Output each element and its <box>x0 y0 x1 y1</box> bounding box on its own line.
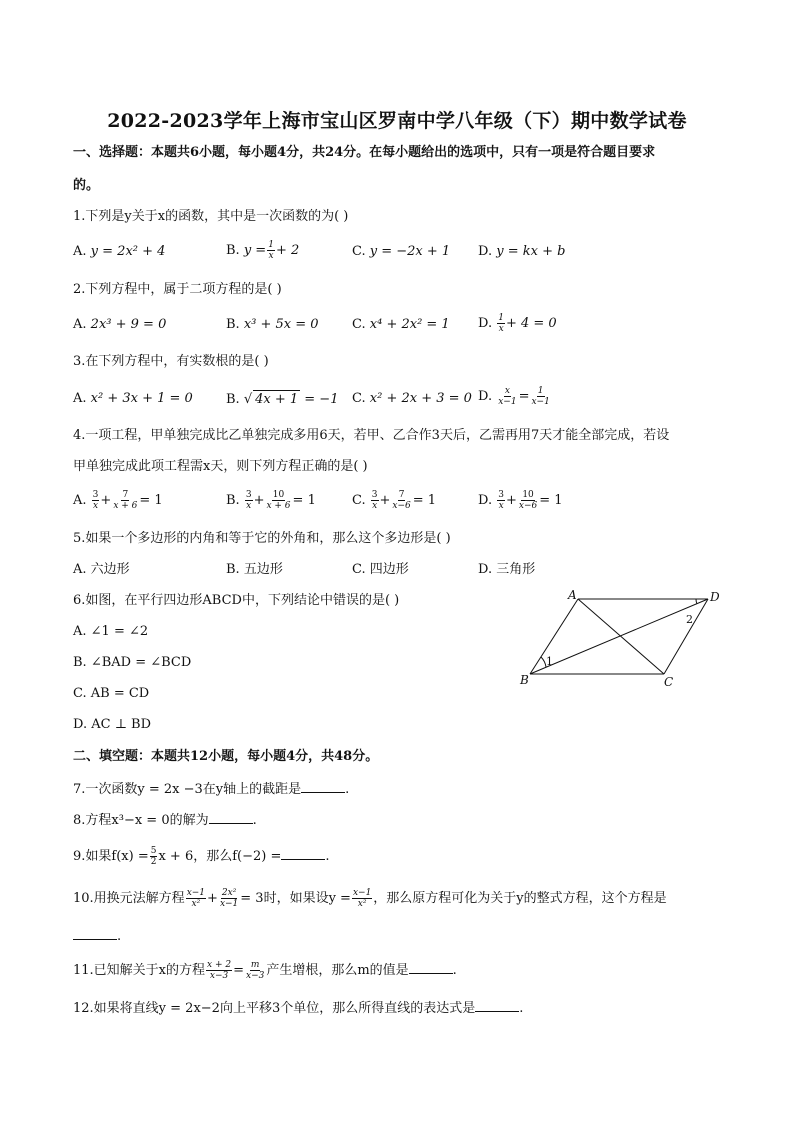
q1-option-b[interactable]: B. y = $\frac{1}{x}$ + 2 <box>226 240 300 261</box>
vertex-label-b: B <box>520 673 529 687</box>
q6-option-a[interactable]: A. ∠1 = ∠2 <box>73 624 149 639</box>
q5-option-a[interactable]: A. 六边形 <box>73 562 130 577</box>
q1-option-d[interactable]: D. y = kx + b <box>478 244 566 259</box>
q5-stem: 5.如果一个多边形的内角和等于它的外角和，那么这个多边形是( ) <box>73 531 451 546</box>
q5-option-c[interactable]: C. 四边形 <box>352 562 409 577</box>
q1-option-c[interactable]: C. y = −2x + 1 <box>352 244 451 259</box>
q9-answer-blank[interactable] <box>281 847 325 860</box>
vertex-label-d: D <box>710 590 720 604</box>
q4-option-d[interactable]: D. $\frac{3}{x}$ + $\frac{10}{x-6}$ = 1 <box>478 490 563 511</box>
q11: 11.已知解关于x的方程 $\frac{x + 2}{x-3}$ = $\frac{m}{x-3}$ 产生增根，那么m的值是 . <box>73 960 457 981</box>
q2-option-d[interactable]: D. $\frac{1}{x}$ + 4 = 0 <box>478 313 557 334</box>
q5-option-b[interactable]: B. 五边形 <box>226 562 283 577</box>
q8: 8.方程x³−x = 0的解为 . <box>73 813 257 828</box>
q4-option-c[interactable]: C. $\frac{3}{x}$ + $\frac{7}{x-6}$ = 1 <box>352 490 437 511</box>
q3-option-b[interactable]: B. √ 4x + 1 = −1 <box>226 392 339 407</box>
section2-heading: 二、填空题：本题共12小题，每小题4分，共48分。 <box>73 749 379 764</box>
section1-heading: 一、选择题：本题共6小题，每小题4分，共24分。在每小题给出的选项中，只有一项是符合题目要求 <box>73 145 656 160</box>
q4-stem-line1: 4.一项工程，甲单独完成比乙单独完成多用6天，若甲、乙合作3天后，乙需再用7天才能全部完成，若设 <box>73 428 670 443</box>
segment-ab <box>530 599 578 674</box>
q7: 7.一次函数y = 2x −3在y轴上的截距是 . <box>73 782 350 797</box>
q10: 10.用换元法解方程 $\frac{x-1}{\text{x²}}$ + $\frac{\text{2x²}}{x-1}$ = 3时，如果设y = $\frac{x-1}{\text{x²}}$ ，那么原方程可化为关于y的整式方程，这个方程是 <box>73 888 667 909</box>
q12-answer-blank[interactable] <box>475 999 519 1012</box>
q3-stem: 3.在下列方程中，有实数根的是( ) <box>73 354 269 369</box>
q6-option-d[interactable]: D. AC ⊥ BD <box>73 717 152 732</box>
q3-option-a[interactable]: A. x² + 3x + 1 = 0 <box>73 391 193 406</box>
page-title: 2022-2023学年上海市宝山区罗南中学八年级（下）期中数学试卷 <box>107 110 687 132</box>
angle-label-2: 2 <box>686 613 693 626</box>
q6-option-c[interactable]: C. AB = CD <box>73 686 150 701</box>
vertex-label-a: A <box>568 588 577 602</box>
diagonal-ac <box>578 599 664 674</box>
q7-answer-blank[interactable] <box>301 780 345 793</box>
q11-answer-blank[interactable] <box>409 961 453 974</box>
q8-answer-blank[interactable] <box>209 811 253 824</box>
q4-stem-line2: 甲单独完成此项工程需x天，则下列方程正确的是( ) <box>73 459 368 474</box>
q3-option-d[interactable]: D. $\frac{x}{x-1}$ = $\frac{1}{x-1}$ <box>478 386 550 407</box>
q2-option-c[interactable]: C. x⁴ + 2x² = 1 <box>352 317 450 332</box>
q4-option-a[interactable]: A. $\frac{3}{x}$ + $\frac{7}{x + 6}$ = 1 <box>73 490 163 511</box>
q3-option-c[interactable]: C. x² + 2x + 3 = 0 <box>352 391 472 406</box>
q10-answer-blank[interactable] <box>73 927 117 940</box>
q2-option-b[interactable]: B. x³ + 5x = 0 <box>226 317 319 332</box>
angle-label-1: 1 <box>546 655 553 668</box>
segment-dc <box>664 599 708 674</box>
q12: 12.如果将直线y = 2x−2向上平移3个单位，那么所得直线的表达式是 . <box>73 1001 524 1016</box>
q1-stem: 1.下列是y关于x的函数，其中是一次函数的为( ) <box>73 209 349 224</box>
section1-heading-cont: 的。 <box>73 178 100 193</box>
parallelogram-figure <box>512 586 732 690</box>
q2-stem: 2.下列方程中，属于二项方程的是( ) <box>73 282 282 297</box>
q5-option-d[interactable]: D. 三角形 <box>478 562 536 577</box>
q4-option-b[interactable]: B. $\frac{3}{x}$ + $\frac{10}{x + 6}$ = 1 <box>226 490 316 511</box>
angle-2-arc <box>696 599 697 604</box>
q9: 9.如果f(x) = $\frac{5}{2}$ x + 6，那么f(−2) = . <box>73 846 330 867</box>
diagonal-bd <box>530 599 708 674</box>
q1-option-a[interactable]: A. y = 2x² + 4 <box>73 244 166 259</box>
q6-option-b[interactable]: B. ∠BAD = ∠BCD <box>73 655 192 670</box>
q10-cont: . <box>73 927 121 946</box>
q2-option-a[interactable]: A. 2x³ + 9 = 0 <box>73 317 167 332</box>
vertex-label-c: C <box>664 675 674 689</box>
q6-stem: 6.如图，在平行四边形ABCD中，下列结论中错误的是( ) <box>73 593 400 608</box>
